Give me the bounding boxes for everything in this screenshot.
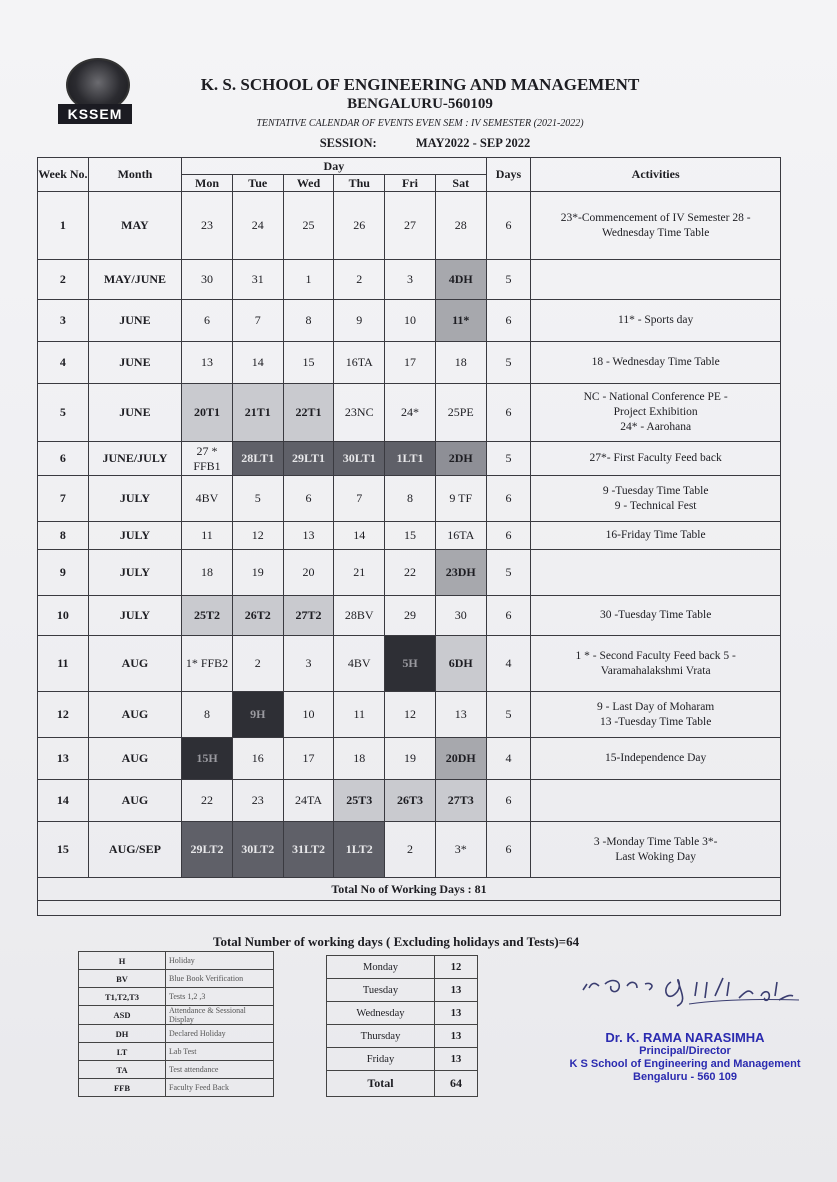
day-cell: 26T3 xyxy=(385,780,436,822)
activities-cell xyxy=(531,822,781,878)
summary-total-row xyxy=(327,1071,478,1097)
calendar-table xyxy=(37,157,781,916)
working-days-count: 5 xyxy=(486,692,531,738)
legend-abbreviation: TA xyxy=(79,1061,166,1079)
day-cell: 24TA xyxy=(283,780,334,822)
day-cell: 18 xyxy=(435,342,486,384)
week-row xyxy=(38,192,781,260)
week-row xyxy=(38,342,781,384)
legend-row xyxy=(79,952,274,970)
day-cell: 10 xyxy=(283,692,334,738)
handwritten-signature xyxy=(575,960,815,1010)
activity-line: 24* - Aarohana xyxy=(620,421,692,433)
day-cell: 20 xyxy=(283,550,334,596)
day-cell: 11 xyxy=(182,522,233,550)
summary-row xyxy=(327,956,478,979)
college-name: K. S. SCHOOL OF ENGINEERING AND MANAGEMENT xyxy=(200,75,640,94)
week-row xyxy=(38,636,781,692)
day-cell: 2DH xyxy=(435,442,486,476)
session-label: SESSION: xyxy=(319,136,377,150)
working-days-count: 6 xyxy=(486,384,531,442)
month-name: AUG xyxy=(88,636,181,692)
week-row xyxy=(38,442,781,476)
summary-row xyxy=(327,979,478,1002)
working-days-count: 6 xyxy=(486,192,531,260)
legend-row xyxy=(79,1025,274,1043)
activities-cell xyxy=(531,192,781,260)
activity-line: 30 -Tuesday Time Table xyxy=(599,609,712,621)
legend-description: Faculty Feed Back xyxy=(166,1079,274,1097)
day-cell: 28 xyxy=(435,192,486,260)
day-cell: 7 xyxy=(334,476,385,522)
activities-cell xyxy=(531,442,781,476)
day-cell: 30 xyxy=(182,260,233,300)
week-row xyxy=(38,384,781,442)
activities-cell xyxy=(531,780,781,822)
day-cell: 25PE xyxy=(435,384,486,442)
week-row xyxy=(38,596,781,636)
day-cell: 19 xyxy=(385,738,436,780)
day-cell: 12 xyxy=(232,522,283,550)
day-cell: 18 xyxy=(182,550,233,596)
day-cell: 8 xyxy=(283,300,334,342)
day-cell: 27 * FFB1 xyxy=(182,442,233,476)
day-cell: 26T2 xyxy=(232,596,283,636)
working-days-count: 5 xyxy=(486,442,531,476)
month-name: JULY xyxy=(88,522,181,550)
day-cell: 9 xyxy=(334,300,385,342)
legend-description: Test attendance xyxy=(166,1061,274,1079)
day-cell: 7 xyxy=(232,300,283,342)
day-cell: 4BV xyxy=(334,636,385,692)
legend-row xyxy=(79,1006,274,1025)
summary-row xyxy=(327,1048,478,1071)
activity-line: 18 - Wednesday Time Table xyxy=(591,356,720,368)
day-cell: 22 xyxy=(385,550,436,596)
day-cell: 16TA xyxy=(334,342,385,384)
month-name: AUG xyxy=(88,780,181,822)
header-days: Days xyxy=(486,158,531,192)
legend-row xyxy=(79,1079,274,1097)
legend-abbreviation: FFB xyxy=(79,1079,166,1097)
legend-abbreviation: DH xyxy=(79,1025,166,1043)
day-cell: 1LT2 xyxy=(334,822,385,878)
day-cell: 31 xyxy=(232,260,283,300)
day-cell: 13 xyxy=(182,342,233,384)
month-name: MAY/JUNE xyxy=(88,260,181,300)
month-name: JULY xyxy=(88,596,181,636)
weekday-header: Mon xyxy=(182,175,233,192)
week-number: 13 xyxy=(38,738,89,780)
week-row xyxy=(38,738,781,780)
working-days-count: 5 xyxy=(486,550,531,596)
day-cell: 23DH xyxy=(435,550,486,596)
week-number: 1 xyxy=(38,192,89,260)
legend-abbreviation: LT xyxy=(79,1043,166,1061)
total-working-days: Total No of Working Days : 81 xyxy=(38,878,781,901)
activity-line: NC - National Conference PE - xyxy=(583,391,728,403)
summary-day: Tuesday xyxy=(327,979,435,1002)
day-cell: 2 xyxy=(334,260,385,300)
week-row xyxy=(38,692,781,738)
day-cell: 29LT2 xyxy=(182,822,233,878)
weekday-header: Tue xyxy=(232,175,283,192)
day-cell: 27 xyxy=(385,192,436,260)
activity-line: 1 * - Second Faculty Feed back 5 - xyxy=(575,649,736,662)
day-cell: 12 xyxy=(385,692,436,738)
weekday-header: Thu xyxy=(334,175,385,192)
header-week: Week No. xyxy=(38,158,89,192)
college-logo xyxy=(58,58,136,130)
week-row xyxy=(38,550,781,596)
activity-line: 9 -Tuesday Time Table xyxy=(602,484,709,497)
summary-total-label: Total xyxy=(327,1071,435,1097)
month-name: JULY xyxy=(88,476,181,522)
activity-line: 27*- First Faculty Feed back xyxy=(589,452,722,464)
day-cell: 20DH xyxy=(435,738,486,780)
activities-cell xyxy=(531,550,781,596)
day-cell: 2 xyxy=(232,636,283,692)
day-cell: 22 xyxy=(182,780,233,822)
working-days-count: 5 xyxy=(486,260,531,300)
college-city: BENGALURU-560109 xyxy=(347,96,493,112)
day-cell: 24* xyxy=(385,384,436,442)
day-cell: 21T1 xyxy=(232,384,283,442)
activity-line: 16-Friday Time Table xyxy=(605,529,706,541)
day-cell: 30 xyxy=(435,596,486,636)
day-cell: 24 xyxy=(232,192,283,260)
activity-line: Project Exhibition xyxy=(613,406,698,418)
working-days-count: 4 xyxy=(486,636,531,692)
day-cell: 22T1 xyxy=(283,384,334,442)
day-cell: 25T2 xyxy=(182,596,233,636)
month-name: AUG xyxy=(88,738,181,780)
summary-title: Total Number of working days ( Excluding holidays and Tests)=64 xyxy=(213,934,580,949)
working-days-count: 6 xyxy=(486,822,531,878)
legend-row xyxy=(79,1043,274,1061)
day-cell: 9H xyxy=(232,692,283,738)
blank-row xyxy=(38,901,781,916)
working-days-count: 6 xyxy=(486,780,531,822)
day-cell: 6 xyxy=(182,300,233,342)
day-cell: 5 xyxy=(232,476,283,522)
activities-cell xyxy=(531,636,781,692)
week-number: 5 xyxy=(38,384,89,442)
week-number: 7 xyxy=(38,476,89,522)
day-cell: 28LT1 xyxy=(232,442,283,476)
legend-abbreviation: BV xyxy=(79,970,166,988)
day-cell: 5H xyxy=(385,636,436,692)
stamp-city: Bengaluru - 560 109 xyxy=(633,1071,737,1083)
blank-cell xyxy=(38,901,781,916)
activities-cell xyxy=(531,738,781,780)
week-row xyxy=(38,522,781,550)
day-cell: 1* FFB2 xyxy=(182,636,233,692)
day-cell: 3 xyxy=(385,260,436,300)
week-row xyxy=(38,822,781,878)
day-cell: 15 xyxy=(385,522,436,550)
header-activities: Activities xyxy=(531,158,781,192)
activities-cell xyxy=(531,260,781,300)
day-cell: 11 xyxy=(334,692,385,738)
activity-line: 13 -Tuesday Time Table xyxy=(599,715,712,728)
day-cell: 25T3 xyxy=(334,780,385,822)
day-cell: 1 xyxy=(283,260,334,300)
session-value: MAY2022 - SEP 2022 xyxy=(415,136,531,150)
day-cell: 8 xyxy=(182,692,233,738)
week-number: 6 xyxy=(38,442,89,476)
summary-count: 13 xyxy=(435,1048,478,1071)
week-row xyxy=(38,260,781,300)
working-days-count: 6 xyxy=(486,476,531,522)
day-cell: 26 xyxy=(334,192,385,260)
day-cell: 27T2 xyxy=(283,596,334,636)
week-number: 12 xyxy=(38,692,89,738)
month-name: AUG xyxy=(88,692,181,738)
day-cell: 14 xyxy=(334,522,385,550)
legend-description: Declared Holiday xyxy=(166,1025,274,1043)
month-name: JUNE xyxy=(88,384,181,442)
day-cell: 11* xyxy=(435,300,486,342)
activity-line: Varamahalakshmi Vrata xyxy=(600,664,711,677)
month-name: JUNE xyxy=(88,342,181,384)
day-cell: 10 xyxy=(385,300,436,342)
day-cell: 16 xyxy=(232,738,283,780)
week-number: 14 xyxy=(38,780,89,822)
day-cell: 28BV xyxy=(334,596,385,636)
working-days-count: 4 xyxy=(486,738,531,780)
week-number: 10 xyxy=(38,596,89,636)
header-month: Month xyxy=(88,158,181,192)
working-days-count: 5 xyxy=(486,342,531,384)
day-cell: 23 xyxy=(182,192,233,260)
principal-title: Principal/Director xyxy=(639,1045,731,1057)
legend-description: Holiday xyxy=(166,952,274,970)
activities-cell xyxy=(531,300,781,342)
day-cell: 9 TF xyxy=(435,476,486,522)
month-name: JULY xyxy=(88,550,181,596)
day-cell: 23 xyxy=(232,780,283,822)
day-cell: 29 xyxy=(385,596,436,636)
legend-row xyxy=(79,1061,274,1079)
summary-count: 12 xyxy=(435,956,478,979)
summary-total-count: 64 xyxy=(435,1071,478,1097)
summary-day: Monday xyxy=(327,956,435,979)
day-cell: 16TA xyxy=(435,522,486,550)
week-number: 3 xyxy=(38,300,89,342)
day-cell: 25 xyxy=(283,192,334,260)
principal-name: Dr. K. RAMA NARASIMHA xyxy=(605,1030,765,1045)
day-cell: 13 xyxy=(435,692,486,738)
activity-line: 23*-Commencement of IV Semester 28 - xyxy=(560,211,751,224)
activity-line: 3 -Monday Time Table 3*- xyxy=(593,835,718,848)
day-cell: 20T1 xyxy=(182,384,233,442)
day-cell: 21 xyxy=(334,550,385,596)
day-cell: 31LT2 xyxy=(283,822,334,878)
legend-description: Attendance & Sessional Display xyxy=(166,1006,274,1025)
week-number: 11 xyxy=(38,636,89,692)
activity-line: 9 - Technical Fest xyxy=(614,499,697,512)
legend-row xyxy=(79,970,274,988)
day-cell: 6DH xyxy=(435,636,486,692)
day-cell: 30LT1 xyxy=(334,442,385,476)
legend-table xyxy=(78,951,274,1097)
legend-abbreviation: ASD xyxy=(79,1006,166,1025)
legend-abbreviation: T1,T2,T3 xyxy=(79,988,166,1006)
week-number: 8 xyxy=(38,522,89,550)
summary-day: Thursday xyxy=(327,1025,435,1048)
weekday-header: Fri xyxy=(385,175,436,192)
activity-line: 11* - Sports day xyxy=(618,314,694,326)
working-days-summary-table xyxy=(326,955,478,1097)
month-name: MAY xyxy=(88,192,181,260)
logo-text: KSSEM xyxy=(58,104,132,124)
month-name: JUNE/JULY xyxy=(88,442,181,476)
activity-line: Last Woking Day xyxy=(615,850,696,863)
activity-line: 9 - Last Day of Moharam xyxy=(597,700,715,713)
working-days-count: 6 xyxy=(486,300,531,342)
day-cell: 3* xyxy=(435,822,486,878)
day-cell: 8 xyxy=(385,476,436,522)
day-cell: 30LT2 xyxy=(232,822,283,878)
day-cell: 29LT1 xyxy=(283,442,334,476)
summary-count: 13 xyxy=(435,979,478,1002)
week-row xyxy=(38,780,781,822)
summary-row xyxy=(327,1002,478,1025)
activities-cell xyxy=(531,596,781,636)
activities-cell xyxy=(531,522,781,550)
activities-cell xyxy=(531,692,781,738)
day-cell: 3 xyxy=(283,636,334,692)
day-cell: 27T3 xyxy=(435,780,486,822)
day-cell: 23NC xyxy=(334,384,385,442)
legend-description: Lab Test xyxy=(166,1043,274,1061)
week-row xyxy=(38,476,781,522)
working-days-count: 6 xyxy=(486,522,531,550)
activity-line: 15-Independence Day xyxy=(605,752,707,764)
total-row xyxy=(38,878,781,901)
activity-line: Wednesday Time Table xyxy=(602,226,710,239)
day-cell: 19 xyxy=(232,550,283,596)
session-line xyxy=(220,136,630,151)
activities-cell xyxy=(531,342,781,384)
principal-stamp xyxy=(545,1030,825,1084)
week-number: 4 xyxy=(38,342,89,384)
summary-count: 13 xyxy=(435,1025,478,1048)
week-number: 9 xyxy=(38,550,89,596)
day-cell: 14 xyxy=(232,342,283,384)
summary-day: Friday xyxy=(327,1048,435,1071)
calendar-subtitle: TENTATIVE CALENDAR OF EVENTS EVEN SEM : IV SEMESTER (2021-2022) xyxy=(256,118,584,129)
activities-cell xyxy=(531,384,781,442)
day-cell: 1LT1 xyxy=(385,442,436,476)
legend-row xyxy=(79,988,274,1006)
day-cell: 15H xyxy=(182,738,233,780)
week-number: 2 xyxy=(38,260,89,300)
day-cell: 17 xyxy=(385,342,436,384)
weekday-header: Wed xyxy=(283,175,334,192)
summary-day: Wednesday xyxy=(327,1002,435,1025)
summary-count: 13 xyxy=(435,1002,478,1025)
month-name: AUG/SEP xyxy=(88,822,181,878)
activities-cell xyxy=(531,476,781,522)
day-cell: 4DH xyxy=(435,260,486,300)
weekday-header: Sat xyxy=(435,175,486,192)
day-cell: 17 xyxy=(283,738,334,780)
working-days-count: 6 xyxy=(486,596,531,636)
stamp-org: K S School of Engineering and Management xyxy=(569,1058,801,1070)
week-number: 15 xyxy=(38,822,89,878)
week-row xyxy=(38,300,781,342)
day-cell: 4BV xyxy=(182,476,233,522)
legend-abbreviation: H xyxy=(79,952,166,970)
legend-description: Tests 1,2 ,3 xyxy=(166,988,274,1006)
summary-row xyxy=(327,1025,478,1048)
day-cell: 13 xyxy=(283,522,334,550)
day-cell: 15 xyxy=(283,342,334,384)
day-cell: 6 xyxy=(283,476,334,522)
legend-description: Blue Book Verification xyxy=(166,970,274,988)
day-cell: 18 xyxy=(334,738,385,780)
header-day: Day xyxy=(182,158,487,175)
day-cell: 2 xyxy=(385,822,436,878)
month-name: JUNE xyxy=(88,300,181,342)
